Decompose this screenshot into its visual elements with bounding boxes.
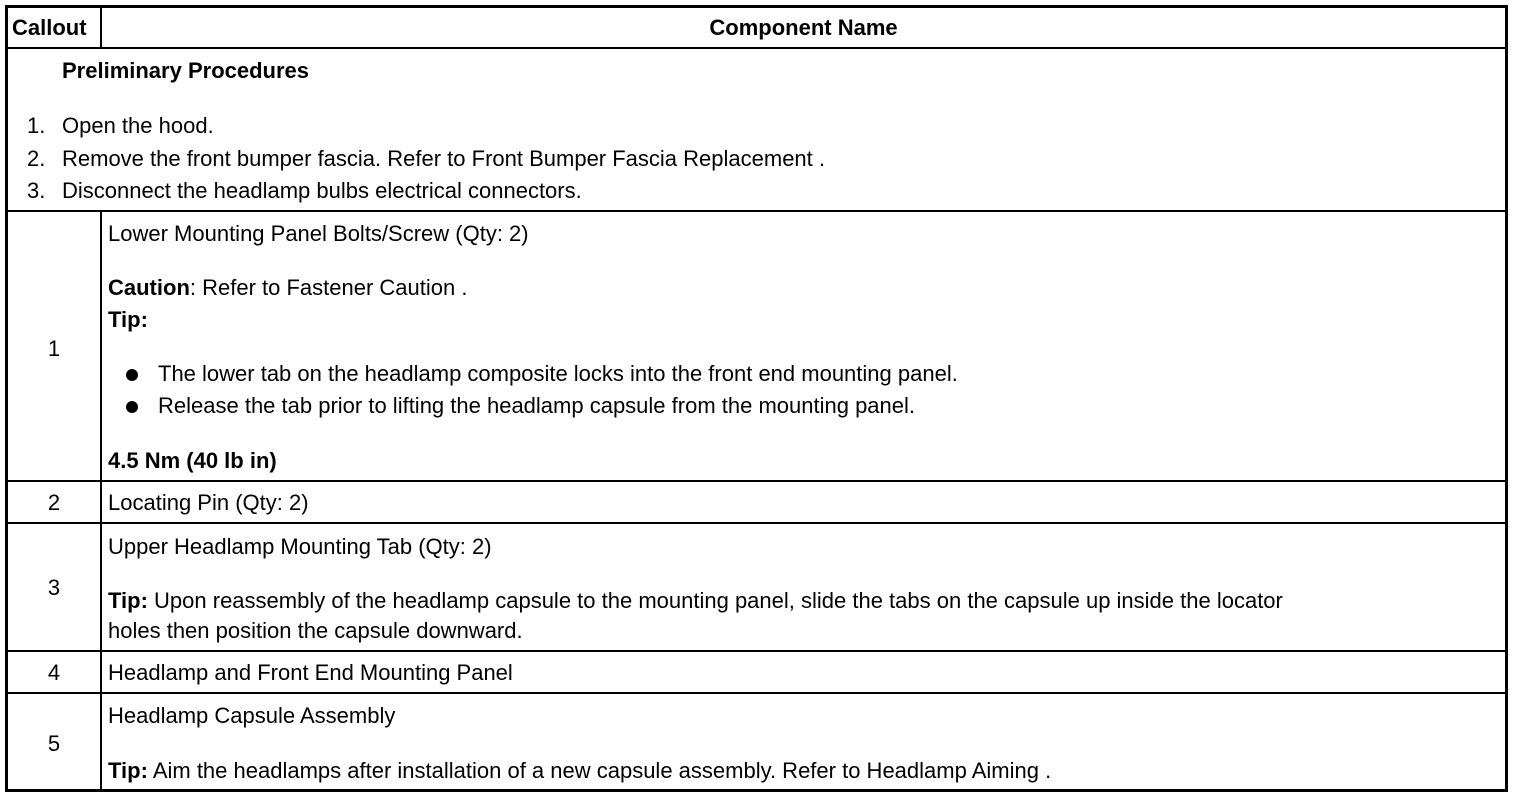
table-border-right <box>1505 5 1508 792</box>
header-callout: Callout <box>12 15 87 40</box>
bullet-icon <box>126 401 138 413</box>
component-name: Locating Pin (Qty: 2) <box>108 490 309 515</box>
step-text: Remove the front bumper fascia. Refer to Front Bumper Fascia Replacement . <box>62 146 825 171</box>
table-border-bottom <box>5 789 1508 792</box>
row-divider <box>5 650 1508 652</box>
caution-line <box>108 275 467 301</box>
tip-text-continued: holes then position the capsule downward. <box>108 618 523 643</box>
row-divider <box>5 692 1508 694</box>
step-number: 1. <box>27 113 46 138</box>
bullet-icon <box>126 369 138 381</box>
step-number: 3. <box>27 178 46 203</box>
step-text: Open the hood. <box>62 113 214 138</box>
tip-label: Tip: <box>108 758 148 783</box>
tip-text: Upon reassembly of the headlamp capsule to the mounting panel, slide the tabs on the capsule up inside the locator <box>147 588 1283 613</box>
table-border-top <box>5 5 1508 8</box>
callout-number: 3 <box>47 575 61 600</box>
callout-number: 4 <box>47 660 61 685</box>
tip-line <box>108 758 1051 784</box>
row-divider <box>5 210 1508 212</box>
tip-label: Tip: <box>108 588 148 613</box>
tip-label: Tip: <box>108 307 148 332</box>
component-name: Headlamp and Front End Mounting Panel <box>108 660 513 685</box>
tip-text: Aim the headlamps after installation of a new capsule assembly. Refer to Headlamp Aiming . <box>147 758 1052 783</box>
component-name: Headlamp Capsule Assembly <box>108 703 396 728</box>
column-divider <box>100 210 102 792</box>
callout-number: 2 <box>47 490 61 515</box>
preliminary-title: Preliminary Procedures <box>62 58 310 83</box>
callout-number: 1 <box>47 336 61 361</box>
header-divider <box>5 47 1508 49</box>
torque-spec: 4.5 Nm (40 lb in) <box>108 448 277 473</box>
row-divider <box>5 480 1508 482</box>
header-component-name: Component Name <box>709 15 898 40</box>
callout-number: 5 <box>47 731 61 756</box>
row-divider <box>5 522 1508 524</box>
component-name: Upper Headlamp Mounting Tab (Qty: 2) <box>108 534 492 559</box>
step-text: Disconnect the headlamp bulbs electrical connectors. <box>62 178 582 203</box>
bullet-text: The lower tab on the headlamp composite locks into the front end mounting panel. <box>158 361 958 386</box>
component-name: Lower Mounting Panel Bolts/Screw (Qty: 2) <box>108 221 529 246</box>
step-number: 2. <box>27 146 46 171</box>
bullet-text: Release the tab prior to lifting the headlamp capsule from the mounting panel. <box>158 393 916 418</box>
caution-text: : Refer to Fastener Caution . <box>189 275 468 300</box>
tip-line <box>108 588 1283 614</box>
caution-label: Caution <box>108 275 190 300</box>
